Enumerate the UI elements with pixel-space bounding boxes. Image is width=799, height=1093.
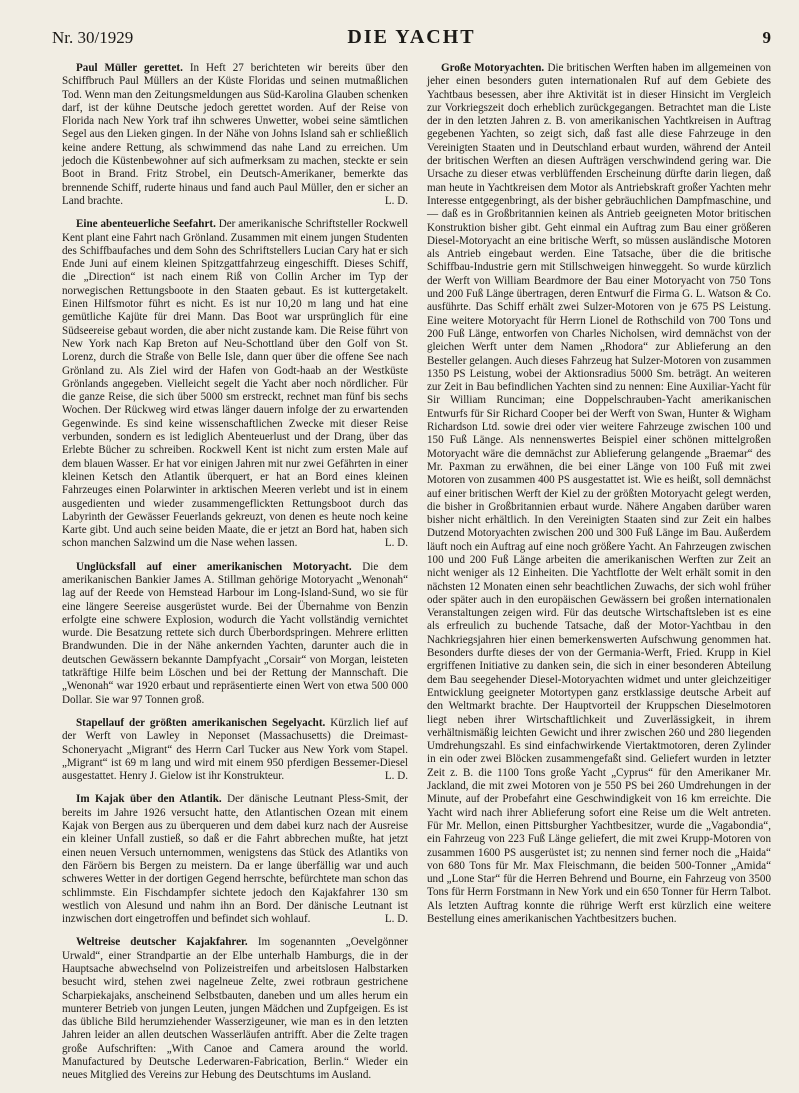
- article-title: Unglücksfall auf einer amerikanischen Motoryacht.: [76, 560, 352, 573]
- article-title: Weltreise deutscher Kajakfahrer.: [76, 936, 248, 949]
- article-grosse-motoryachten: [427, 62, 771, 926]
- article-signature: L. D.: [384, 913, 408, 926]
- article-body: In Heft 27 berichteten wir bereits über den Schiffbruch Paul Müllers an der Küste Floridas und seinen mutmaßlichen Tod. Wenn man den Zeitungsmeldungen aus Süd-Karolina Glauben schenken darf, ist der kühne Deutsche jedoch gerettet worden. Auf der Reise von Florida nach New York traf ihn schweres Unwetter, wobei seine sämtlichen Segel aus den Lieken gingen. In der Nähe von Johns Island sah er schließlich keine andere Rettung, als schwimmend das nahe Land zu erreichen. Um jedoch die Küstenbewohner auf sich aufmerksam zu machen, steckte er sein Boot in Brand. Fritz Strobel, ein Deutsch-Amerikaner, bemerkte das brennende Schiff, ruderte hinaus und fand auch Paul Müller, den er sicher an Land brachte.: [62, 62, 408, 207]
- article-title: Große Motoryachten.: [441, 62, 545, 74]
- article-stapellauf: [62, 717, 408, 783]
- article-title: Stapellauf der größten amerikanischen Segelyacht.: [76, 716, 326, 729]
- article-abenteuerliche-seefahrt: [62, 218, 408, 550]
- article-title: Eine abenteuerliche Seefahrt.: [76, 218, 216, 231]
- article-weltreise-kajakfahrer: [62, 936, 408, 1082]
- article-paul-mueller: [62, 62, 408, 208]
- page-header: [52, 28, 771, 54]
- article-title: Paul Müller gerettet.: [76, 62, 183, 74]
- magazine-title: DIE YACHT: [347, 26, 476, 48]
- article-title: Im Kajak über den Atlantik.: [76, 793, 222, 806]
- article-signature: L. D.: [384, 194, 408, 207]
- right-column: [427, 62, 771, 936]
- issue-number: Nr. 30/1929: [52, 28, 134, 47]
- left-column: [62, 62, 408, 1093]
- article-signature: L. D.: [384, 537, 408, 550]
- article-ungluecksfall: [62, 561, 408, 707]
- article-body: Die britischen Werften haben im allgemeinen von jeher einen besonders guten internationalen Ruf auf dem Gebiete des Yachtbaus besessen, aber ihre Aktivität ist in dieser Hinsicht im Vergleich zur Vorkriegszeit doch erheblich zurückgegangen. Betrachtet man die Liste der in den letzten Jahren z. B. von amerikanischen Yachtkreisen in Auftrag gegebenen Yachten, so zeigt sich, daß fast alle diese Fahrzeuge in den Vereinigten Staaten und in Deutschland erbaut wurden, während der Anteil der britischen Werften an diesen Aufträgen verschwindend gering war. Die Ursache zu dieser etwas verblüffenden Erscheinung dürfte darin liegen, daß man heute in Yachtkreisen dem Motor als Antriebskraft großer Yachten mehr Interesse entgegenbringt, als der bisher gebräuchlichen Dampfmaschine, und — daß es in Großbritannien keinen als Antrieb geeigneten Motor britischen Konstruktion bisher gibt. Geht einmal ein Auftrag zum Bau einer größeren Diesel-Motoryacht an eine britische Werft, so müssen ausländische Motoren als Antrieb eingebaut werden. Eine Tatsache, über die die britische Schiffbau-Industrie gern mit Stillschweigen hinweggeht. So wurde kürzlich der Werft von William Beardmore der Bau einer Motoryacht von 750 Tons und 200 Fuß Länge übertragen, deren Entwurf die Firma G. L. Watson & Co. ausführte. Das Schiff erhält zwei Sulzer-Motoren von je 675 PS Leistung. Eine weitere Motoryacht für Herrn Lionel de Rothschild von 700 Tons und 200 Fuß Länge, entworfen von Charles Nicholsen, wird demnächst von der gleichen Werft unter dem Namen „Rhodora“ zur Ablieferung an den Besteller gelangen. Auch dieses Fahrzeug hat Sulzer-Motoren von zusammen 1350 PS Leistung, wobei der Aktionsradius 5000 Sm. beträgt. An weiteren zur Zeit in Bau befindlichen Yachten sind zu nennen: Eine Auxiliar-Yacht für Sir William Runciman; eine Doppelschrauben-Yacht amerikanischen Entwurfs für Sir Richard Cooper bei der Werft von Swan, Hunter & Wigham Richardson Ltd. sowie drei oder vier weitere Fahrzeuge zwischen 100 und 150 Fuß Länge. Als nennenswertes Beispiel einer schönen mittelgroßen Motoryacht wäre die demnächst zur Ablieferung gelangende „Braemar“ des Mr. Paxman zu erwähnen, die bei einer Länge von 100 Fuß mit zwei Motoren von zusammen 400 PS ausgestattet ist. Wie es heißt, soll demnächst auf einer britischen Werft der Kiel zu der größten Motoryacht gelegt werden, die bisher in Großbritannien erbaut wurde. Nähere Angaben darüber waren bisher nicht erhältlich. In den Vereinigten Staaten sind zur Zeit ein halbes Dutzend Motoryachten zwischen 200 und 300 Fuß Länge im Bau. Außerdem läuft noch ein Auftrag auf eine noch größere Yacht. An Fahrzeugen zwischen 100 und 200 Fuß Länge arbeiten die amerikanischen Werften zur Zeit an nicht weniger als 12 Einheiten. Die Yachtflotte der Welt erhält somit in den nächsten 12 Monaten einen sehr beachtlichen Zuwachs, der sich wohl früher oder später auch in den europäischen Gewässern bei großen internationalen Veranstaltungen zeigen wird. Für das deutsche Wirtschaftsleben ist es eine als erfreulich zu buchende Tatsache, daß der Motor-Yachtbau in den Nachkriegsjahren hier einen bemerkenswerten Aufschwung genommen hat. Besonders durfte dieses der von der Germania-Werft, Fried. Krupp in Kiel ergriffenen Initiative zu danken sein, die sich in einer besonderen Abteilung dem Bau seegehender Diesel-Motoryachten widmet und unter gleichzeitiger Entwicklung geeigneter Motortypen ganz erstklassige deutsche Arbeit auf den Weltmarkt brachte. Der Hauptvorteil der Kruppschen Dieselmotoren liegt neben ihrer Wirtschaftlichkeit und Zuverlässigkeit, in ihrem verhältnismäßig leichten Gewicht und ihrer zwischen 260 und 280 liegenden Umdrehungszahl. Es sind einfachwirkende Viertaktmotoren, deren Zylinder in ein oder zwei Blöcken zusammengefaßt sind. Geliefert wurden in letzter Zeit z. B. die 1100 Tons große Yacht „Cyprus“ für den Amerikaner Mr. Jackland, die mit zwei Motoren von je 550 PS bei 260 Umdrehungen in der Minute, auf der Probefahrt eine Geschwindigkeit von 16 km erreichte. Die Yacht wird nach ihrer Ablieferung sofort eine Reise um die Welt antreten. Für Mr. Mellon, einen Pittsburgher Yachtbesitzer, wurde die „Vagabondia“, ein Fahrzeug von 223 Fuß Länge geliefert, die mit zwei Krupp-Motoren von zusammen 1600 PS ausgerüstet ist; zu nennen sind ferner noch die „Haida“ von 680 Tons für Mr. Max Fleischmann, die beiden 500-Tonner „Amida“ und „Lone Star“ für die Herren Behrend und Bourne, ein Fahrzeug von 3500 Tons für Herrn Forstmann in New York und ein 650 Tonner für Herrn Talbot. Als letzten Auftrag konnte die rührige Werft erst kürzlich eine weitere Bestellung eines amerikanischen Yachtbesitzers buchen.: [427, 62, 771, 925]
- article-body: Kürzlich lief auf der Werft von Lawley in Neponset (Massachusetts) die Dreimast-Schoneryacht „Migrant“ des Herrn Carl Tucker aus New York vom Stapel. „Migrant“ ist 69 m lang und wird mit einem 950 pferdigen Bessemer-Diesel ausgestattet. Henry J. Gielow ist ihr Konstrukteur.: [62, 716, 408, 783]
- article-signature: L. D.: [384, 770, 408, 783]
- page-number: 9: [762, 28, 771, 47]
- article-body: Der amerikanische Schriftsteller Rockwell Kent plant eine Fahrt nach Grönland. Zusammen mit einem jungen Studenten des Schiffbaufaches und dem Sohn des Schriftstellers Lucian Cary hat er sich Ende Juni auf einem kleinen Spitzgattfahrzeug eingeschifft. Dieses Schiff, die „Direction“ ist nach einem Riß von Collin Archer im Typ der norwegischen Rettungsboote in den Staaten gebaut. Es ist kuttergetakelt. Einen Hilfsmotor führt es nicht. Es ist nur 10,20 m lang und hat eine gemütliche Kajüte für drei Mann. Das Boot war ursprünglich für eine Südseereise gebaut worden, die aber nicht zustande kam. Die Reise führt von New York nach Kap Breton auf Neu-Schottland über den Golf von St. Lorenz, durch die Straße von Belle Isle, dann quer über die offene See nach Grönland zu. Als Ziel wird der Hafen von Godt-haab an der Westküste Grönlands angegeben. Vielleicht segelt die Yacht aber noch nördlicher. Für die ganze Reise, die sich über 5000 sm erstreckt, rechnet man fünf bis sechs Wochen. Der Rückweg wird etwas länger dauern infolge der zu erwartenden Gegenwinde. Es sind keine wissenschaftlichen Zwecke mit dieser Reise verbunden, sondern es ist lediglich Abenteuerlust und der Drang, über das Erlebte Bücher zu schreiben. Rockwell Kent ist nicht zum ersten Male auf dem blauen Wasser. Er hat vor einigen Jahren mit nur zwei Gefährten in einer kleinen Ketsch den Atlantik überquert, er hat an Bord eines kleinen Fahrzeuges einen Polarwinter in arktischen Meeren verlebt und ist in einem ausgedienten und wieder zusammengeflickten Rettungsboot durch das Labyrinth der Gewässer Feuerlands gekreuzt, von denen es heute noch keine Karte gibt. Und auch seine beiden Maate, die er jetzt an Bord hat, haben sich schon manchen Salzwind um die Nase wehen lassen.: [62, 218, 408, 550]
- article-body: Der dänische Leutnant Pless-Smit, der bereits im Jahre 1926 versucht hatte, den Atlantischen Ozean mit einem Kajak von Bergen aus zu überqueren und dem dabei kurz nach der Ausreise ein kleiner Unfall zustieß, so daß er die Fahrt abbrechen mußte, hat jetzt einen neuen Versuch unternommen, wenigstens das Stück des Atlantiks von den Färöern bis Bergen zu meistern. Da er lange überfällig war und auch schweres Wetter in der dortigen Gegend herrschte, befürchtete man schon das schlimmste. Ein Fischdampfer sichtete jedoch den Kajakfahrer 130 sm westlich von Alesund und nahm ihn an Bord. Der dänische Leutnant ist inzwischen dort eingetroffen und befindet sich wohlauf.: [62, 793, 408, 926]
- article-body: Die dem amerikanischen Bankier James A. Stillman gehörige Motoryacht „Wenonah“ lag auf der Reede von Hemstead Harbour im Long-Island-Sund, wo sie für eine längere Seereise ausgerüstet wurde. Bei der Übernahme von Benzin erfolgte eine schwere Explosion, wodurch die Yacht vollständig vernichtet wurde. Die Besatzung rettete sich durch Überbordspringen. Mehrere erlitten Brandwunden. Die in der Nähe ankernden Yachten, darunter auch die in deutschen Gewässern bekannte Dampfyacht „Corsair“ von Morgan, leisteten tatkräftige Hilfe beim Löschen und bei der Rettung der Mannschaft. Die „Wenonah“ war 1920 erbaut und repräsentierte einen Wert von etwa 500 000 Dollar. Sie war 97 Tonnen groß.: [62, 560, 408, 706]
- article-kajak-atlantik: [62, 793, 408, 926]
- article-body: Im sogenannten „Oevelgönner Urwald“, einer Strandpartie an der Elbe unterhalb Hamburgs, die in der Hauptsache abwechselnd von Polizeistreifen und arbeitslosen Halbstarken besucht wird, stehen zwei nagelneue Zelte, zwei rotbraun gestrichene Scharpiekajaks, anscheinend Selbstbauten, daneben und um alles herum ein munterer Betrieb von jungen Leuten, jungen Mädchen und Zupfgeigen. Es ist das übliche Bild herumziehender Wasserzigeuner, wie man es in den letzten Jahren leider an allen deutschen Wasserläufen antrifft. Aber die Zelte tragen große Aufschriften: „With Canoe and Camera around the world. Manufactured by Deutsche Lederwaren-Fabrication, Berlin.“ Wieder ein neues Mitglied des Vereins zur Hebung des Deutschtums im Ausland.: [62, 936, 409, 1082]
